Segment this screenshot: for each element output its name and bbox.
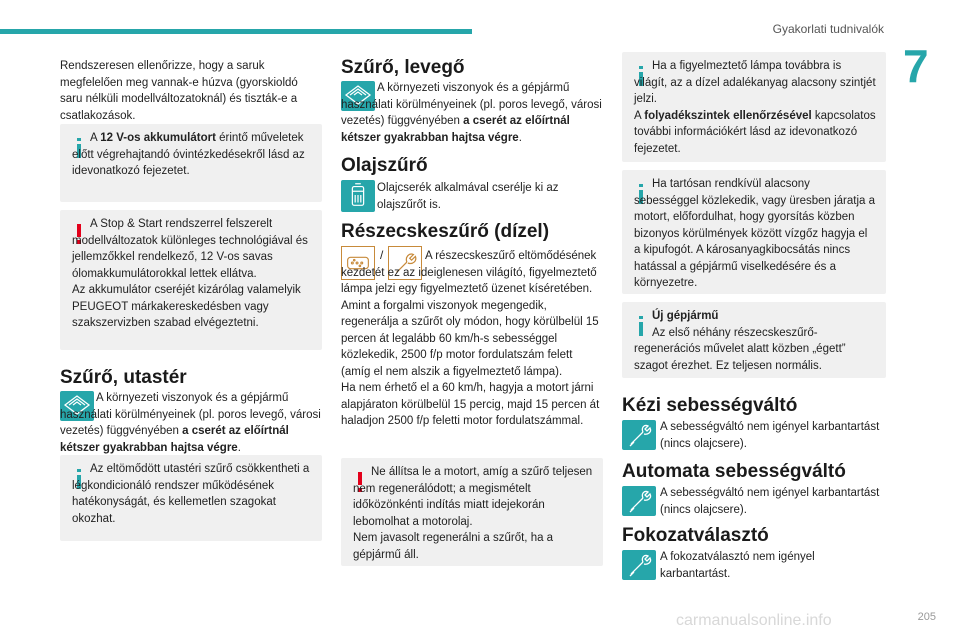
automatic-gearbox-text: A sebességváltó nem igényel karbantartást (nincs olajcsere). [660, 487, 880, 516]
cabin-filter-text-bold: a cserét az előírtnál kétszer gyakrabban hajtsa végre [60, 425, 289, 454]
gear-selector-icon [622, 550, 656, 580]
heading-cabin-filter: Szűrő, utastér [60, 367, 187, 388]
info-box-low-speed [622, 170, 886, 294]
info-new-vehicle-title: Új gépjármű [652, 310, 719, 322]
info-cabin-filter-text: Az eltömődött utastéri szűrő csökkentheti a légkondicionáló rendszer működésének hatékonyságát, és kellemetlen szagokat okozhat. [72, 463, 310, 525]
particle-filter-text: A részecskeszűrő eltömődésének kezdetét ez az ideiglenesen világító, figyelmeztető lámpa jelzi egy figyelmeztető üzenet kíséretében. Amint a forgalmi viszonyok megengedik, regenerálja a szűrőt oly módon, hogy körülbelül 15 percen át legalább 60 km/h-s sebességgel közlekedik, 2500 f/p motor fordulatszám felett (amíg el nem alszik a figyelmeztető lámpa). Ha nem érhető el a 60 km/h, hagyja a motort járni alapjáraton körülbelül 15 percig, majd 15 percen át haladjon 2500 f/p feletti motor fordulatszámmal. [341, 250, 600, 427]
info-box-new-vehicle [622, 302, 886, 378]
heading-automatic-gearbox: Automata sebességváltó [622, 461, 846, 482]
info-new-vehicle-text: Az első néhány részecskeszűrő-regenerációs művelet alatt közben „égett” szagot érezhet. Ez teljesen normális. [634, 326, 846, 372]
header-accent-bar [0, 29, 472, 34]
info-battery-bold: 12 V-os akkumulátort [100, 132, 216, 144]
oil-filter-text: Olajcserék alkalmával cserélje ki az olajszűrőt is. [377, 182, 559, 211]
info-low-speed-text: Ha tartósan rendkívül alacsony sebességgel közlekedik, vagy üresben járatja a motort, előfordulhat, hogy gyorsítás közben bizonyos körülmények között vízgőz hagyja el a kipufogót. A károsanyagkibocsátás nincs hatással a gépjármű viselkedésére és a környezetre. [634, 178, 876, 289]
info-box-additive [622, 52, 886, 162]
heading-oil-filter: Olajszűrő [341, 155, 428, 176]
air-filter-text-end: . [518, 131, 522, 144]
info-battery-rest: érintő műveletek előtt végrehajtandó óvintézkedésekről lásd az idevonatkozó fejezetet. [72, 132, 305, 177]
cabin-filter-text-end: . [237, 441, 241, 454]
intro-paragraph: Rendszeresen ellenőrizze, hogy a saruk megfelelően meg vannak-e húzva (gyorskioldó saru nélküli modellváltozatoknál) és tiszták-e a csatlakozások. [60, 60, 298, 122]
cabin-filter-text [60, 390, 322, 456]
chapter-number: 7 [903, 40, 929, 92]
automatic-gearbox-icon [622, 486, 656, 516]
air-filter-text [341, 80, 603, 146]
gear-selector-text: A fokozatválasztó nem igényel karbantartást. [660, 551, 815, 580]
info-additive-bold: folyadékszintek ellenőrzésével [644, 109, 812, 122]
icon-separator: / [380, 248, 384, 262]
oil-filter-icon [341, 180, 375, 212]
page-number: 205 [917, 611, 936, 623]
info-additive-text [634, 58, 876, 157]
warning-box-regeneration [341, 458, 603, 566]
air-filter-text-bold: a cserét az előírtnál kétszer gyakrabban hajtsa végre [341, 115, 570, 144]
heading-air-filter: Szűrő, levegő [341, 57, 465, 78]
warning-regeneration-text: Ne állítsa le a motort, amíg a szűrő teljesen nem regenerálódott; a megismételt időközönkénti indítás miatt idejekorán lebomolhat a motorolaj. Nem javasolt regenerálni a szűrőt, ha a gépjármű áll. [353, 466, 593, 561]
manual-gearbox-text: A sebességváltó nem igényel karbantartást (nincs olajcsere). [660, 421, 880, 450]
info-box-cabin-filter [60, 455, 322, 541]
running-header: Gyakorlati tudnivalók [772, 22, 884, 36]
info-additive-text-c: kapcsolatos további információkért lásd az idevonatkozó fejezetet. [634, 109, 876, 155]
heading-manual-gearbox: Kézi sebességváltó [622, 395, 798, 416]
watermark: carmanualsonline.info [676, 612, 832, 629]
heading-particle-filter: Részecskeszűrő (dízel) [341, 221, 550, 242]
manual-gearbox-icon [622, 420, 656, 450]
air-filter-text-a: A környezeti viszonyok és a gépjármű használati körülményeinek (pl. poros levegő, városi vezetés) függvényében [341, 82, 602, 127]
info-battery-prefix: A [90, 132, 101, 144]
warning-stopstart-text: A Stop & Start rendszerrel felszerelt modellváltozatok különleges technológiával és jellemzőkkel rendelkező, 12 V-os savas ólomakkumulátorokkal lettek ellátva. Az akkumulátor cseréjét kizárólag valamelyik PEUGEOT márkakereskedésben vagy szakszervizben szabad elvégeztetni. [72, 218, 308, 329]
cabin-filter-text-a: A környezeti viszonyok és a gépjármű használati körülményeinek (pl. poros levegő, városi vezetés) függvényében [60, 392, 321, 437]
heading-gear-selector: Fokozatválasztó [622, 525, 769, 546]
info-box-battery [60, 124, 322, 202]
info-additive-text-a: Ha a figyelmeztető lámpa továbbra is világít, az a dízel adalékanyag alacsony szintjét jelzi. A [634, 60, 876, 122]
warning-box-stopstart [60, 210, 322, 350]
